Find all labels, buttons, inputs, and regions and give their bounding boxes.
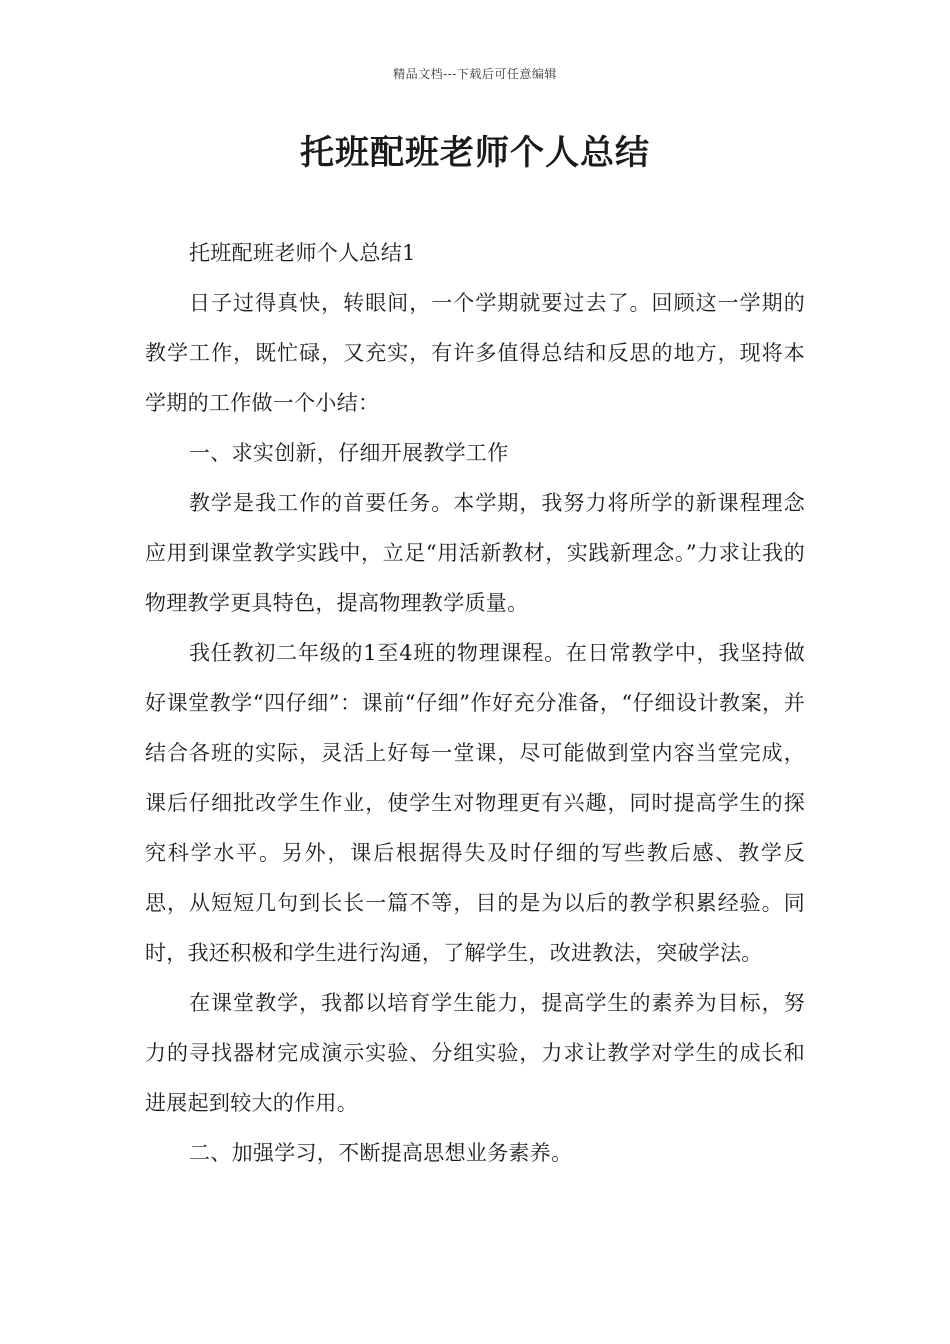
paragraph-classes: 我任教初二年级的1至4班的物理课程。在日常教学中，我坚持做好课堂教学“四仔细”：课前“仔细”作好充分准备，“仔细设计教案，并结合各班的实际，灵活上好每一堂课，尽可能做到堂内容当堂完成，课后仔细批改学生作业，使学生对物理更有兴趣，同时提高学生的探究科学水平。另外，课后根据得失及时仔细的写些教后感、教学反思，从短短几句到长长一篇不等，目的是为以后的教学积累经验。同时，我还积极和学生进行沟通，了解学生，改进教法，突破学法。 <box>145 641 805 965</box>
document-title: 托班配班老师个人总结 <box>300 133 650 173</box>
paragraph-intro: 日子过得真快，转眼间，一个学期就要过去了。回顾这一学期的教学工作，既忙碌，又充实，有许多值得总结和反思的地方，现将本学期的工作做一个小结： <box>145 291 805 415</box>
section-heading-1: 一、求实创新，仔细开展教学工作 <box>189 441 509 465</box>
paragraph-teaching-task: 教学是我工作的首要任务。本学期，我努力将所学的新课程理念应用到课堂教学实践中，立足“用活新教材，实践新理念。”力求让我的物理教学更具特色，提高物理教学质量。 <box>145 491 805 615</box>
section-heading-2: 二、加强学习，不断提高思想业务素养。 <box>189 1141 573 1165</box>
document-body <box>145 228 805 1178</box>
paragraph-subtitle: 托班配班老师个人总结1 <box>189 241 416 265</box>
paragraph-classroom: 在课堂教学，我都以培育学生能力，提高学生的素养为目标，努力的寻找器材完成演示实验、分组实验，力求让教学对学生的成长和进展起到较大的作用。 <box>145 991 805 1115</box>
header-note: 精品文档---下载后可任意编辑 <box>393 67 557 81</box>
